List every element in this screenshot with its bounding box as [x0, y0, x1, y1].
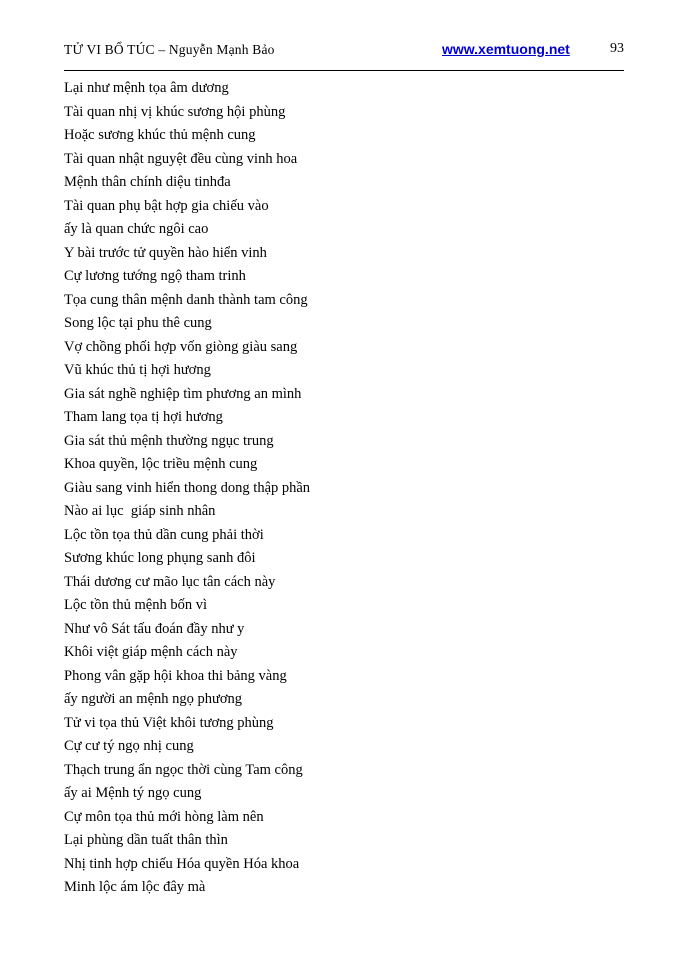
text-line: Như vô Sát tấu đoán đầy như y [64, 620, 245, 637]
text-line: Nào ai lục giáp sinh nhân [64, 503, 216, 519]
text-line: Mệnh thân chính diệu tinhđa [64, 174, 231, 190]
text-line: Tài quan phụ bật hợp gia chiếu vào [64, 197, 269, 214]
text-line: Tọa cung thân mệnh danh thành tam công [64, 291, 308, 308]
text-line: Lộc tồn thủ mệnh bốn vì [64, 597, 207, 613]
text-line: Hoặc sương khúc thủ mệnh cung [64, 127, 256, 143]
text-line: Gia sát thủ mệnh thường ngục trung [64, 432, 274, 449]
text-line: Cự cư tý ngọ nhị cung [64, 738, 194, 754]
text-line: Tài quan nhị vị khúc sương hội phùng [64, 103, 286, 120]
text-line: Vũ khúc thủ tị hợi hương [64, 362, 211, 378]
text-line: Tử vi tọa thủ Việt khôi tương phùng [64, 714, 274, 731]
text-line: Lại như mệnh tọa âm dương [64, 80, 229, 96]
text-line: Lại phùng dần tuất thân thìn [64, 832, 228, 848]
text-line: Vợ chồng phối hợp vốn giòng giàu sang [64, 338, 298, 355]
text-line: Giàu sang vinh hiển thong dong thập phần [64, 479, 311, 496]
text-line: Tham lang tọa tị hợi hương [64, 409, 223, 425]
text-line: ấy ai Mệnh tý ngọ cung [64, 785, 202, 801]
page-header [64, 40, 624, 62]
text-line: Sương khúc long phụng sanh đôi [64, 550, 256, 566]
website-link[interactable]: www.xemtuong.net [442, 41, 570, 57]
text-line: Y bài trước tử quyền hào hiển vinh [64, 244, 267, 261]
text-line: Minh lộc ám lộc đây mà [64, 879, 206, 895]
text-line: Nhị tinh hợp chiếu Hóa quyền Hóa khoa [64, 855, 300, 872]
text-line: Lộc tồn tọa thủ dần cung phải thời [64, 526, 264, 543]
text-line: Cự lương tướng ngộ tham trinh [64, 268, 246, 284]
text-line: ấy người an mệnh ngọ phương [64, 691, 243, 707]
text-line: Song lộc tại phu thê cung [64, 315, 212, 331]
book-title: TỬ VI BỔ TÚC – Nguyễn Mạnh Bảo [64, 42, 275, 57]
text-line: Thạch trung ẩn ngọc thời cùng Tam công [64, 761, 303, 778]
text-line: Khoa quyền, lộc triều mệnh cung [64, 456, 258, 472]
page-number: 93 [610, 41, 624, 56]
text-line: Cự môn tọa thủ mới hòng làm nên [64, 808, 264, 825]
text-line: ấy là quan chức ngôi cao [64, 221, 209, 237]
poem-text [64, 77, 310, 900]
text-line: Gia sát nghề nghiệp tìm phương an mình [64, 385, 302, 402]
text-line: Thái dương cư mão lục tân cách này [64, 573, 276, 590]
header-divider [64, 70, 624, 71]
text-line: Khôi việt giáp mệnh cách này [64, 644, 238, 660]
text-line: Tài quan nhật nguyệt đều cùng vinh hoa [64, 150, 298, 167]
text-line: Phong vân gặp hội khoa thi bảng vàng [64, 667, 287, 684]
